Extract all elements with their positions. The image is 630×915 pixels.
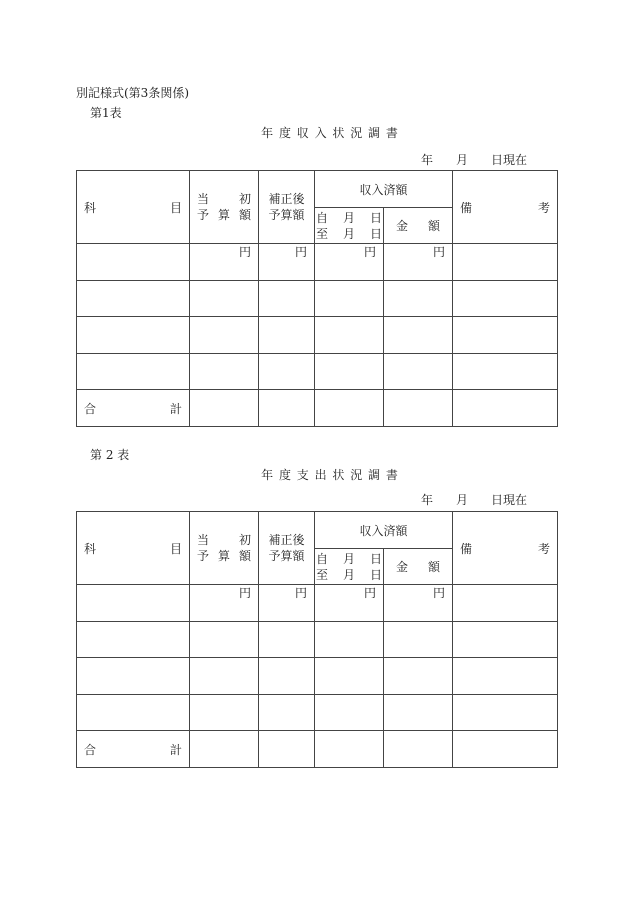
data-cell[interactable] <box>259 658 315 695</box>
data-cell[interactable] <box>384 317 453 354</box>
header-text: 補正後 <box>268 192 305 206</box>
header-char: 自 <box>316 210 329 225</box>
data-cell[interactable] <box>77 585 190 622</box>
data-cell[interactable] <box>259 244 315 281</box>
header-period <box>315 208 384 244</box>
header-text: 補正後 <box>268 533 305 547</box>
data-cell[interactable] <box>259 390 315 427</box>
total-label-cell <box>77 390 190 427</box>
data-cell[interactable] <box>190 390 259 427</box>
data-cell[interactable] <box>190 585 259 622</box>
table-row <box>77 585 558 622</box>
data-cell[interactable] <box>259 694 315 731</box>
data-cell[interactable] <box>453 585 558 622</box>
header-char: 考 <box>538 200 551 215</box>
header-char: 目 <box>169 541 182 556</box>
header-char: 月 <box>342 567 355 582</box>
header-char: 科 <box>84 200 97 215</box>
data-cell[interactable] <box>384 694 453 731</box>
header-char: 額 <box>428 219 441 233</box>
data-cell[interactable] <box>315 621 384 658</box>
header-remarks <box>453 512 558 585</box>
data-cell[interactable] <box>453 244 558 281</box>
header-text: 予算額 <box>268 208 305 222</box>
header-char: 月 <box>342 551 355 566</box>
data-cell[interactable] <box>315 658 384 695</box>
data-cell[interactable] <box>77 317 190 354</box>
table-row <box>77 244 558 281</box>
data-cell[interactable] <box>190 658 259 695</box>
header-char: 日 <box>369 567 382 582</box>
data-cell[interactable] <box>190 694 259 731</box>
header-received-amount: 収入済額 <box>315 512 453 549</box>
table-row <box>77 694 558 731</box>
status-table <box>76 170 558 427</box>
table-row <box>77 621 558 658</box>
header-char: 当 <box>197 533 210 547</box>
data-cell[interactable] <box>190 244 259 281</box>
header-char: 額 <box>238 549 251 563</box>
header-char: 合 <box>84 401 97 416</box>
data-cell[interactable] <box>453 658 558 695</box>
data-cell[interactable] <box>190 353 259 390</box>
data-cell[interactable] <box>384 658 453 695</box>
header-received-amount: 収入済額 <box>315 171 453 208</box>
header-char: 算 <box>217 549 230 563</box>
data-cell[interactable] <box>190 621 259 658</box>
data-cell[interactable] <box>259 585 315 622</box>
data-cell[interactable] <box>384 353 453 390</box>
data-cell[interactable] <box>384 621 453 658</box>
data-cell[interactable] <box>259 317 315 354</box>
data-cell[interactable] <box>77 353 190 390</box>
table-label: 第1表 <box>90 106 122 120</box>
data-cell[interactable] <box>259 731 315 768</box>
header-char: 計 <box>169 742 182 757</box>
header-revised-budget <box>259 512 315 585</box>
header-char: 初 <box>238 192 251 206</box>
header-char: 計 <box>169 401 182 416</box>
header-initial-budget <box>190 512 259 585</box>
data-cell[interactable] <box>315 317 384 354</box>
report-title: 年 度 支 出 状 況 調 書 <box>261 468 399 482</box>
header-char: 額 <box>238 208 251 222</box>
header-char: 予 <box>197 208 210 222</box>
header-char: 科 <box>84 541 97 556</box>
header-period <box>315 549 384 585</box>
header-amount <box>384 549 453 585</box>
table-row <box>77 658 558 695</box>
header-char: 合 <box>84 742 97 757</box>
data-cell[interactable] <box>453 621 558 658</box>
header-char: 自 <box>316 551 329 566</box>
date-month: 月 <box>456 153 469 167</box>
header-char: 額 <box>428 560 441 574</box>
data-cell[interactable] <box>77 621 190 658</box>
date-month: 月 <box>456 493 469 507</box>
header-text: 予算額 <box>268 549 305 563</box>
data-cell[interactable] <box>384 731 453 768</box>
yen-unit: 円 <box>294 586 307 600</box>
data-cell[interactable] <box>315 244 384 281</box>
header-char: 算 <box>217 208 230 222</box>
header-char: 日 <box>369 210 382 225</box>
header-char: 金 <box>396 560 409 574</box>
data-cell[interactable] <box>384 390 453 427</box>
table-row <box>77 280 558 317</box>
data-cell[interactable] <box>77 694 190 731</box>
header-char: 当 <box>197 192 210 206</box>
date-year: 年 <box>421 493 434 507</box>
yen-unit: 円 <box>238 245 251 259</box>
header-char: 備 <box>460 541 473 556</box>
header-char: 月 <box>342 226 355 241</box>
table-label: 第 2 表 <box>90 448 130 462</box>
data-cell[interactable] <box>315 390 384 427</box>
data-cell[interactable] <box>77 280 190 317</box>
total-label-cell <box>77 731 190 768</box>
report-title: 年 度 収 入 状 況 調 書 <box>261 126 399 140</box>
data-cell[interactable] <box>315 585 384 622</box>
form-label: 別記様式(第3条関係) <box>76 86 189 100</box>
table-row <box>77 317 558 354</box>
data-cell[interactable] <box>315 731 384 768</box>
data-cell[interactable] <box>77 658 190 695</box>
header-char: 予 <box>197 549 210 563</box>
yen-unit: 円 <box>433 586 446 600</box>
status-table <box>76 511 558 768</box>
data-cell[interactable] <box>190 317 259 354</box>
data-cell[interactable] <box>453 317 558 354</box>
yen-unit: 円 <box>363 586 376 600</box>
data-cell[interactable] <box>453 280 558 317</box>
header-initial-budget <box>190 171 259 244</box>
data-cell[interactable] <box>259 353 315 390</box>
data-cell[interactable] <box>190 280 259 317</box>
table-row <box>77 353 558 390</box>
data-cell[interactable] <box>384 244 453 281</box>
yen-unit: 円 <box>363 245 376 259</box>
data-cell[interactable] <box>77 244 190 281</box>
data-cell[interactable] <box>453 353 558 390</box>
data-cell[interactable] <box>453 694 558 731</box>
yen-unit: 円 <box>294 245 307 259</box>
yen-unit: 円 <box>238 586 251 600</box>
header-char: 至 <box>316 226 329 241</box>
data-cell[interactable] <box>384 585 453 622</box>
header-revised-budget <box>259 171 315 244</box>
table-row <box>77 390 558 427</box>
header-char: 日 <box>369 226 382 241</box>
data-cell[interactable] <box>259 280 315 317</box>
header-char: 備 <box>460 200 473 215</box>
table-row <box>77 731 558 768</box>
header-remarks <box>453 171 558 244</box>
data-cell[interactable] <box>453 731 558 768</box>
header-char: 至 <box>316 567 329 582</box>
date-year: 年 <box>421 153 434 167</box>
header-char: 金 <box>396 219 409 233</box>
header-subject <box>77 512 190 585</box>
yen-unit: 円 <box>433 245 446 259</box>
header-char: 日 <box>369 551 382 566</box>
data-cell[interactable] <box>384 280 453 317</box>
date-day: 日現在 <box>491 153 528 167</box>
data-cell[interactable] <box>190 731 259 768</box>
header-subject <box>77 171 190 244</box>
data-cell[interactable] <box>315 353 384 390</box>
header-char: 考 <box>538 541 551 556</box>
header-char: 月 <box>342 210 355 225</box>
header-char: 目 <box>169 200 182 215</box>
data-cell[interactable] <box>259 621 315 658</box>
date-day: 日現在 <box>491 493 528 507</box>
header-char: 初 <box>238 533 251 547</box>
data-cell[interactable] <box>315 694 384 731</box>
data-cell[interactable] <box>315 280 384 317</box>
header-amount <box>384 208 453 244</box>
data-cell[interactable] <box>453 390 558 427</box>
